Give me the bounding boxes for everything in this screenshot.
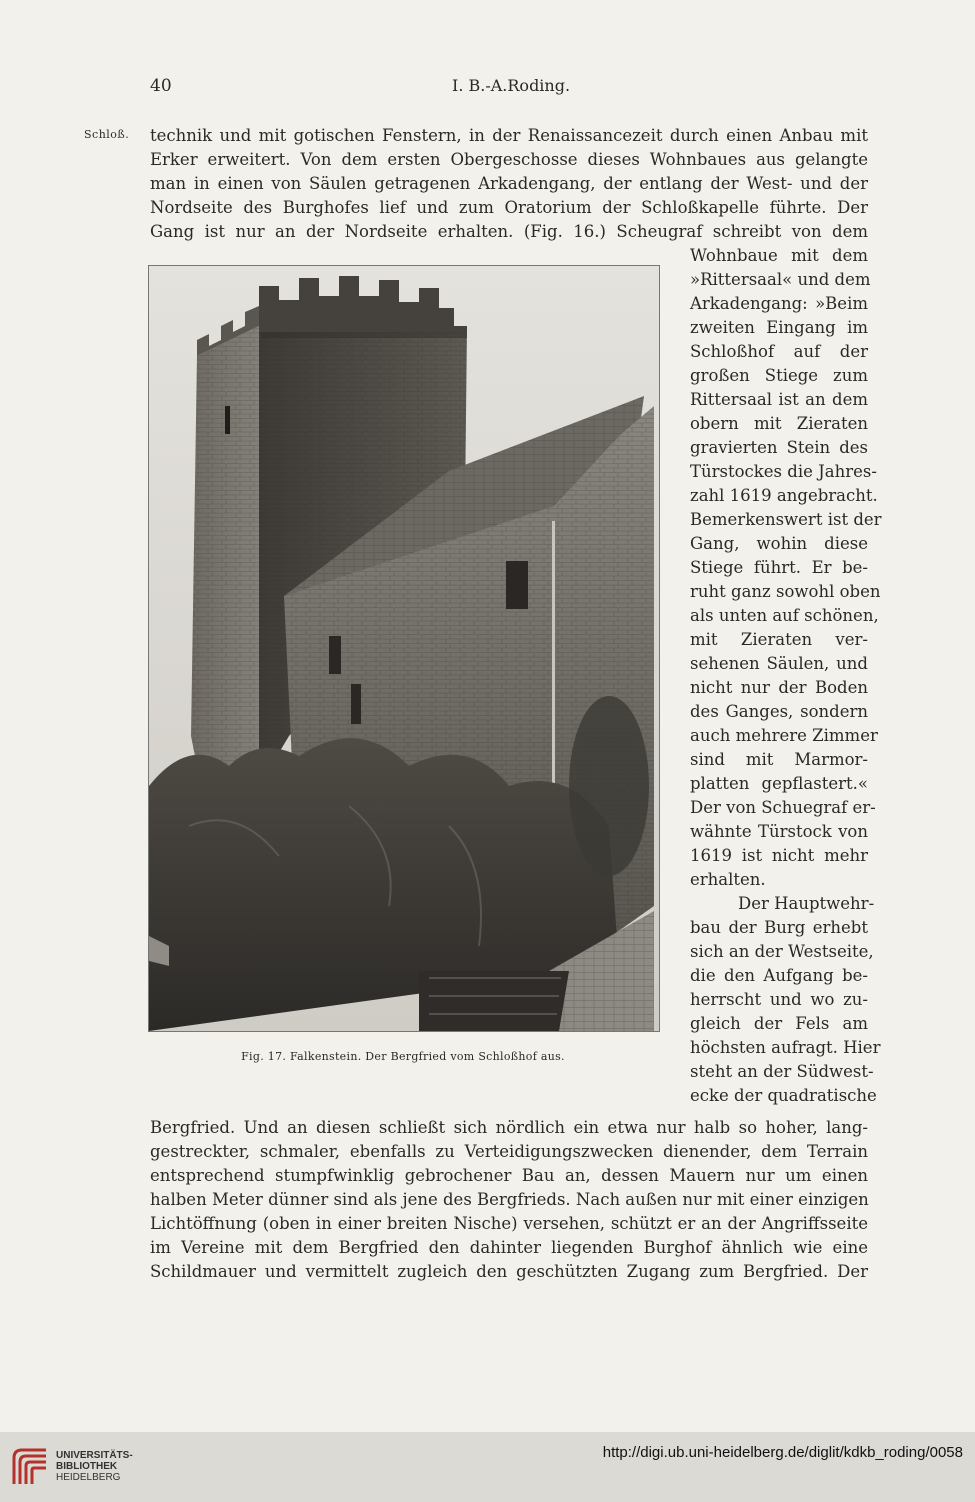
column-line: steht an der Südwest- [690, 1062, 874, 1081]
column-line: nicht nur der Boden [690, 678, 868, 697]
column-line: Der von Schuegraf er- [690, 798, 876, 817]
column-line: Gang, wohin diese [690, 534, 868, 553]
library-name-line: BIBLIOTHEK [56, 1461, 118, 1472]
column-line: großen Stiege zum [690, 366, 868, 385]
column-line: als unten auf schönen, [690, 606, 879, 625]
column-line: gleich der Fels am [690, 1014, 868, 1033]
column-line: platten gepflastert.« [690, 774, 868, 793]
running-head: I. B.-A.Roding. [452, 76, 571, 95]
page-number: 40 [150, 76, 172, 96]
column-line: die den Aufgang be- [690, 966, 868, 985]
column-line: erhalten. [690, 870, 766, 889]
digitization-footer [0, 1432, 975, 1502]
library-name-line: HEIDELBERG [56, 1472, 121, 1483]
text-line: im Vereine mit dem Bergfried den dahinter liegenden Burghof ähnlich wie eine [150, 1238, 868, 1257]
text-line: Erker erweitert. Von dem ersten Obergeschosse dieses Wohnbaues aus gelangte [150, 150, 868, 169]
text-line: Schildmauer und vermittelt zugleich den geschützten Zugang zum Bergfried. Der [150, 1262, 868, 1281]
column-line: sehenen Säulen, und [690, 654, 868, 673]
library-name-line: UNIVERSITÄTS- [56, 1450, 133, 1461]
text-line: Gang ist nur an der Nordseite erhalten. (Fig. 16.) Scheugraf schreibt von dem [150, 222, 868, 241]
column-line: Rittersaal ist an dem [690, 390, 868, 409]
text-line: man in einen von Säulen getragenen Arkadengang, der entlang der West- und der [150, 174, 868, 193]
library-logo-icon [10, 1446, 50, 1488]
margin-note: Schloß. [84, 128, 130, 141]
column-line: herrscht und wo zu- [690, 990, 868, 1009]
figure-photo [148, 265, 660, 1032]
text-line: Lichtöffnung (oben in einer breiten Nische) versehen, schützt er an der Angriffsseite [150, 1214, 868, 1233]
column-line: bau der Burg erhebt [690, 918, 868, 937]
column-line: Schloßhof auf der [690, 342, 868, 361]
column-line: gravierten Stein des [690, 438, 868, 457]
column-line: sind mit Marmor- [690, 750, 868, 769]
text-line: entsprechend stumpfwinklig gebrochener Bau an, dessen Mauern nur um einen [150, 1166, 868, 1185]
source-url[interactable]: http://digi.ub.uni-heidelberg.de/diglit/kdkb_roding/0058 [602, 1444, 963, 1461]
figure-caption: Fig. 17. Falkenstein. Der Bergfried vom Schloßhof aus. [241, 1050, 565, 1063]
column-line: höchsten aufragt. Hier [690, 1038, 881, 1057]
text-line: gestreckter, schmaler, ebenfalls zu Verteidigungszwecken dienender, dem Terrain [150, 1142, 868, 1161]
column-line: Stiege führt. Er be- [690, 558, 868, 577]
column-line: auch mehrere Zimmer [690, 726, 878, 745]
text-line: halben Meter dünner sind als jene des Bergfrieds. Nach außen nur mit einer einzigen [150, 1190, 869, 1209]
text-line: technik und mit gotischen Fenstern, in der Renaissancezeit durch einen Anbau mit [150, 126, 868, 145]
column-line: 1619 ist nicht mehr [690, 846, 868, 865]
column-line: Bemerkenswert ist der [690, 510, 882, 529]
column-line: sich an der Westseite, [690, 942, 874, 961]
column-line: Der Hauptwehr- [738, 894, 875, 913]
column-line: Türstockes die Jahres- [690, 462, 877, 481]
column-line: des Ganges, sondern [690, 702, 868, 721]
column-line: wähnte Türstock von [690, 822, 868, 841]
column-line: Wohnbaue mit dem [690, 246, 868, 265]
library-name [56, 1450, 133, 1483]
column-line: Arkadengang: »Beim [690, 294, 868, 313]
column-line: ecke der quadratische [690, 1086, 877, 1105]
column-line: obern mit Zieraten [690, 414, 868, 433]
column-line: mit Zieraten ver- [690, 630, 868, 649]
column-line: »Rittersaal« und dem [690, 270, 871, 289]
castle-photo-illustration [149, 266, 659, 1031]
column-line: zahl 1619 angebracht. [690, 486, 878, 505]
text-line: Bergfried. Und an diesen schließt sich nördlich ein etwa nur halb so hoher, lang- [150, 1118, 868, 1137]
column-line: zweiten Eingang im [690, 318, 868, 337]
text-line: Nordseite des Burghofes lief und zum Oratorium der Schloßkapelle führte. Der [150, 198, 868, 217]
page-header [0, 76, 975, 100]
column-line: ruht ganz sowohl oben [690, 582, 881, 601]
